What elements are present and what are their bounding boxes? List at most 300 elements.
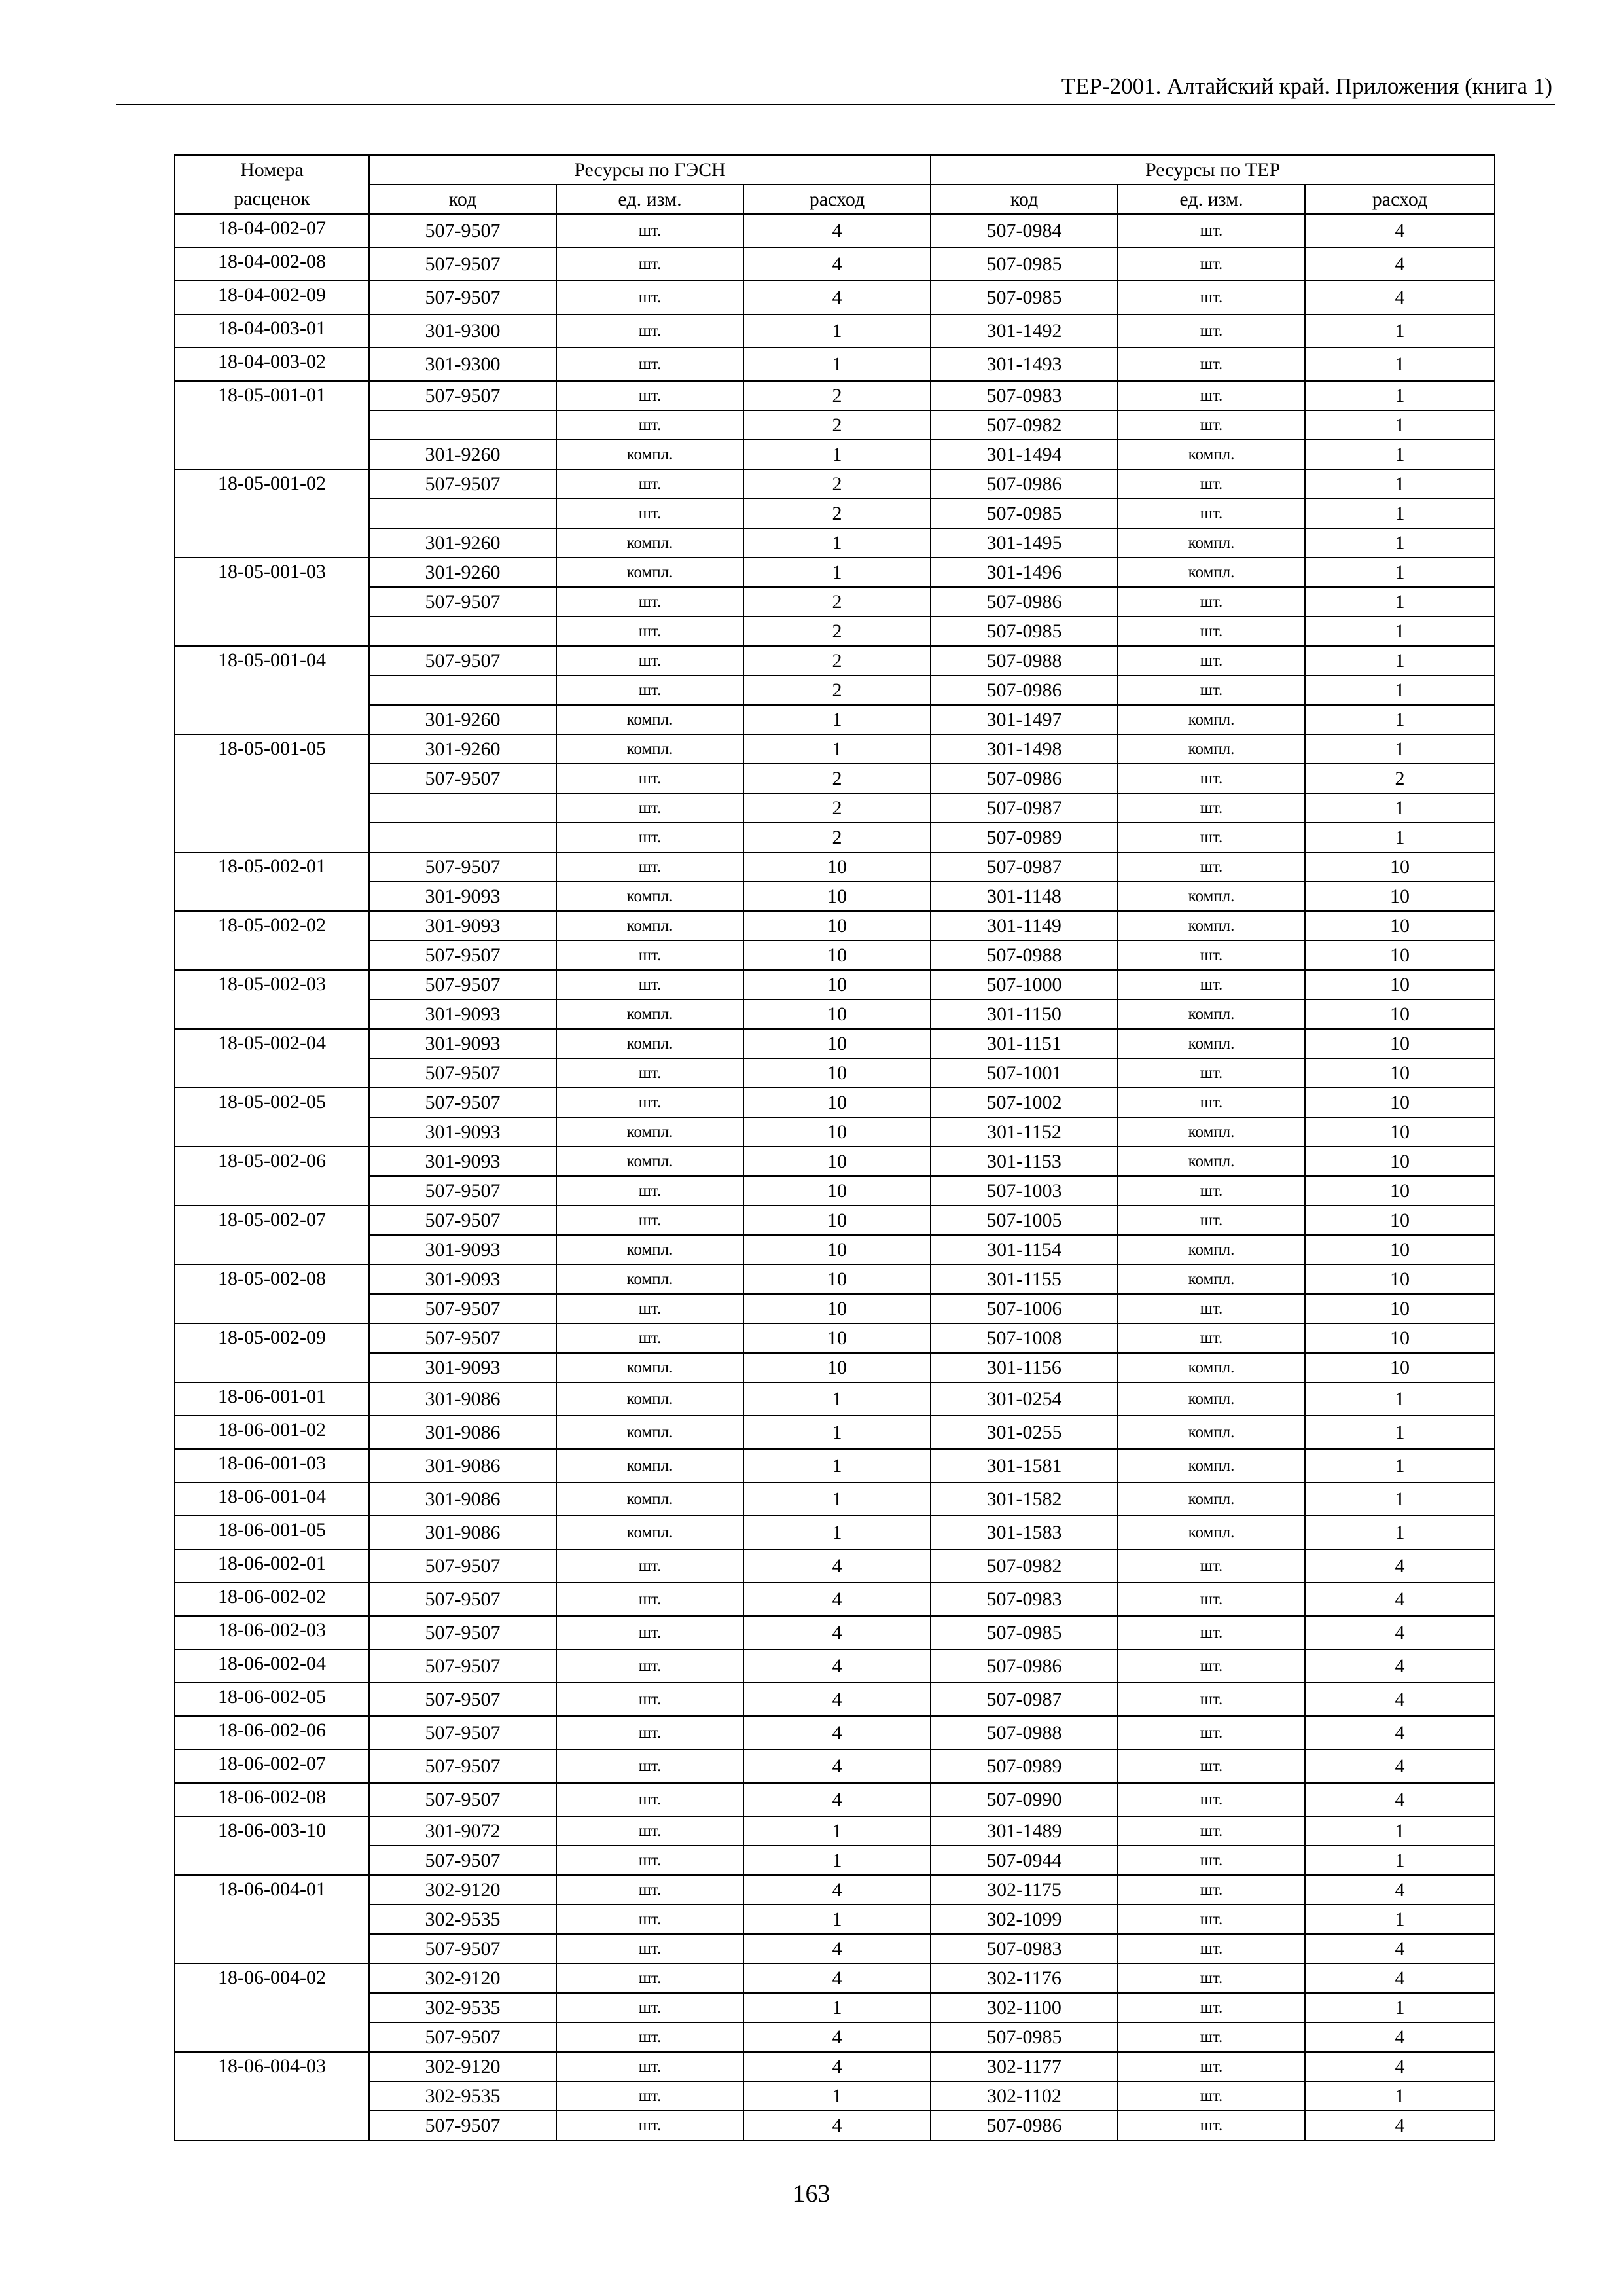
gesn-qty-cell: 4 [743,1583,931,1616]
header-rate-numbers-line2: расценок [175,185,369,214]
gesn-unit-cell: компл. [556,1265,743,1294]
gesn-qty-cell: 4 [743,2052,931,2081]
ter-unit-cell: шт. [1118,675,1305,705]
ter-code-cell: 301-1494 [931,440,1118,469]
table-row [175,823,1495,852]
ter-code-cell: 301-1581 [931,1449,1118,1482]
ter-code-cell: 301-1582 [931,1482,1118,1516]
gesn-code-cell: 507-9507 [369,587,556,617]
gesn-qty-cell: 2 [743,793,931,823]
table-row [175,1583,1495,1616]
table-row [175,247,1495,281]
gesn-unit-cell: компл. [556,1147,743,1176]
gesn-unit-cell: шт. [556,1783,743,1816]
ter-unit-cell: компл. [1118,1265,1305,1294]
rate-number-cell: 18-05-002-09 [175,1323,369,1382]
gesn-unit-cell: шт. [556,1905,743,1934]
ter-code-cell: 507-0986 [931,2111,1118,2140]
table-row [175,348,1495,381]
ter-unit-cell: компл. [1118,734,1305,764]
gesn-qty-cell: 10 [743,1206,931,1235]
table-row [175,440,1495,469]
table-row [175,1905,1495,1934]
table-row [175,2052,1495,2081]
table-row [175,1117,1495,1147]
rate-number-cell: 18-06-003-10 [175,1816,369,1875]
table-row [175,1482,1495,1516]
ter-unit-cell: шт. [1118,410,1305,440]
ter-qty-cell: 10 [1305,1323,1495,1353]
header-ter-unit: ед. изм. [1118,185,1305,214]
gesn-code-cell: 507-9507 [369,1549,556,1583]
rate-number-cell: 18-05-002-05 [175,1088,369,1147]
table-row [175,1816,1495,1846]
ter-qty-cell: 1 [1305,2081,1495,2111]
ter-qty-cell: 1 [1305,1382,1495,1416]
table-row [175,1846,1495,1875]
table-row [175,1088,1495,1117]
gesn-code-cell: 507-9507 [369,281,556,314]
ter-qty-cell: 1 [1305,617,1495,646]
ter-unit-cell: шт. [1118,852,1305,882]
rate-number-cell: 18-05-002-01 [175,852,369,911]
gesn-qty-cell: 10 [743,1353,931,1382]
table-row [175,911,1495,941]
ter-unit-cell: компл. [1118,999,1305,1029]
table-row [175,675,1495,705]
gesn-qty-cell: 10 [743,1058,931,1088]
gesn-unit-cell: шт. [556,1846,743,1875]
ter-qty-cell: 1 [1305,823,1495,852]
ter-code-cell: 302-1100 [931,1993,1118,2022]
gesn-code-cell: 301-9093 [369,1353,556,1382]
ter-unit-cell: компл. [1118,1382,1305,1416]
gesn-unit-cell: шт. [556,1649,743,1683]
gesn-qty-cell: 2 [743,823,931,852]
gesn-unit-cell: шт. [556,1716,743,1749]
rate-number-cell: 18-05-002-04 [175,1029,369,1088]
gesn-code-cell: 301-9260 [369,440,556,469]
rate-number-cell: 18-06-002-01 [175,1549,369,1583]
ter-code-cell: 507-0987 [931,852,1118,882]
ter-code-cell: 507-0986 [931,675,1118,705]
gesn-unit-cell: шт. [556,1934,743,1964]
gesn-unit-cell: шт. [556,214,743,247]
table-row [175,1176,1495,1206]
table-header-row-1 [175,155,1495,185]
gesn-unit-cell: шт. [556,941,743,970]
gesn-unit-cell: шт. [556,2111,743,2140]
ter-code-cell: 507-0982 [931,410,1118,440]
gesn-unit-cell: шт. [556,1549,743,1583]
ter-code-cell: 507-0984 [931,214,1118,247]
gesn-qty-cell: 4 [743,1716,931,1749]
table-header-row-2 [175,185,1495,214]
rate-number-cell: 18-06-002-06 [175,1716,369,1749]
gesn-qty-cell: 10 [743,852,931,882]
ter-code-cell: 507-0985 [931,281,1118,314]
rate-number-cell: 18-06-002-03 [175,1616,369,1649]
gesn-code-cell: 301-9300 [369,348,556,381]
ter-code-cell: 507-0983 [931,381,1118,410]
ter-code-cell: 302-1175 [931,1875,1118,1905]
ter-unit-cell: шт. [1118,1783,1305,1816]
gesn-unit-cell: шт. [556,1176,743,1206]
ter-code-cell: 507-0985 [931,499,1118,528]
header-ter-code: код [931,185,1118,214]
table-row [175,1058,1495,1088]
table-row [175,1716,1495,1749]
ter-code-cell: 301-1583 [931,1516,1118,1549]
gesn-qty-cell: 10 [743,882,931,911]
ter-unit-cell: шт. [1118,281,1305,314]
ter-unit-cell: шт. [1118,1583,1305,1616]
table-row [175,1683,1495,1716]
ter-qty-cell: 10 [1305,911,1495,941]
table-row [175,999,1495,1029]
ter-code-cell: 301-1152 [931,1117,1118,1147]
gesn-code-cell: 507-9507 [369,1058,556,1088]
table-row [175,469,1495,499]
ter-code-cell: 507-1001 [931,1058,1118,1088]
rate-number-cell: 18-05-001-02 [175,469,369,558]
ter-qty-cell: 4 [1305,2052,1495,2081]
gesn-qty-cell: 2 [743,617,931,646]
ter-code-cell: 301-1154 [931,1235,1118,1265]
gesn-code-cell: 507-9507 [369,970,556,999]
gesn-qty-cell: 1 [743,705,931,734]
gesn-code-cell: 301-9093 [369,1147,556,1176]
table-row [175,1323,1495,1353]
gesn-qty-cell: 1 [743,1416,931,1449]
ter-unit-cell: шт. [1118,1993,1305,2022]
ter-code-cell: 507-0983 [931,1583,1118,1616]
gesn-qty-cell: 10 [743,1176,931,1206]
ter-unit-cell: шт. [1118,1549,1305,1583]
ter-qty-cell: 1 [1305,314,1495,348]
table-row [175,1875,1495,1905]
gesn-code-cell: 507-9507 [369,1716,556,1749]
gesn-code-cell: 507-9507 [369,469,556,499]
ter-qty-cell: 10 [1305,852,1495,882]
table-row [175,558,1495,587]
gesn-qty-cell: 1 [743,1993,931,2022]
rate-number-cell: 18-05-002-07 [175,1206,369,1265]
ter-unit-cell: шт. [1118,1749,1305,1783]
ter-qty-cell: 1 [1305,587,1495,617]
ter-code-cell: 507-0989 [931,1749,1118,1783]
ter-code-cell: 301-1492 [931,314,1118,348]
ter-unit-cell: компл. [1118,1029,1305,1058]
gesn-qty-cell: 1 [743,528,931,558]
ter-code-cell: 507-0986 [931,1649,1118,1683]
ter-unit-cell: шт. [1118,314,1305,348]
ter-qty-cell: 4 [1305,281,1495,314]
gesn-code-cell: 301-9093 [369,1029,556,1058]
table-row [175,705,1495,734]
ter-unit-cell: шт. [1118,1875,1305,1905]
gesn-unit-cell: шт. [556,2081,743,2111]
gesn-unit-cell: шт. [556,970,743,999]
gesn-code-cell: 302-9120 [369,2052,556,2081]
ter-qty-cell: 1 [1305,1516,1495,1549]
rate-number-cell: 18-05-001-03 [175,558,369,646]
gesn-qty-cell: 10 [743,999,931,1029]
gesn-code-cell: 507-9507 [369,1583,556,1616]
ter-qty-cell: 1 [1305,1416,1495,1449]
ter-qty-cell: 4 [1305,1616,1495,1649]
ter-unit-cell: шт. [1118,247,1305,281]
ter-qty-cell: 1 [1305,381,1495,410]
ter-unit-cell: компл. [1118,528,1305,558]
ter-qty-cell: 1 [1305,1482,1495,1516]
ter-qty-cell: 1 [1305,1846,1495,1875]
ter-code-cell: 301-0254 [931,1382,1118,1416]
table-row [175,852,1495,882]
ter-code-cell: 507-0988 [931,941,1118,970]
gesn-qty-cell: 10 [743,1029,931,1058]
ter-qty-cell: 1 [1305,734,1495,764]
ter-qty-cell: 1 [1305,558,1495,587]
ter-unit-cell: шт. [1118,1905,1305,1934]
rate-number-cell: 18-05-002-08 [175,1265,369,1323]
ter-qty-cell: 10 [1305,999,1495,1029]
ter-unit-cell: шт. [1118,381,1305,410]
header-gesn-group: Ресурсы по ГЭСН [369,155,931,185]
gesn-unit-cell: компл. [556,1117,743,1147]
ter-unit-cell: компл. [1118,1516,1305,1549]
ter-code-cell: 507-0986 [931,764,1118,793]
gesn-qty-cell: 2 [743,381,931,410]
gesn-code-cell: 302-9535 [369,2081,556,2111]
ter-qty-cell: 1 [1305,1816,1495,1846]
ter-code-cell: 507-1008 [931,1323,1118,1353]
gesn-code-cell: 507-9507 [369,1176,556,1206]
gesn-unit-cell: шт. [556,852,743,882]
table-row [175,2111,1495,2140]
gesn-code-cell: 507-9507 [369,247,556,281]
gesn-code-cell: 507-9507 [369,764,556,793]
ter-unit-cell: шт. [1118,1176,1305,1206]
gesn-unit-cell: шт. [556,793,743,823]
ter-qty-cell: 4 [1305,1875,1495,1905]
table-row [175,646,1495,675]
rate-number-cell: 18-05-002-02 [175,911,369,970]
table-row [175,1416,1495,1449]
ter-qty-cell: 4 [1305,1649,1495,1683]
table-row [175,587,1495,617]
gesn-code-cell: 301-9093 [369,911,556,941]
gesn-qty-cell: 10 [743,941,931,970]
ter-code-cell: 507-1006 [931,1294,1118,1323]
rate-number-cell: 18-06-002-02 [175,1583,369,1616]
ter-code-cell: 507-0986 [931,469,1118,499]
gesn-unit-cell: компл. [556,1416,743,1449]
ter-code-cell: 507-0990 [931,1783,1118,1816]
gesn-code-cell: 507-9507 [369,1683,556,1716]
ter-qty-cell: 1 [1305,793,1495,823]
ter-unit-cell: компл. [1118,1416,1305,1449]
ter-unit-cell: компл. [1118,1449,1305,1482]
ter-qty-cell: 1 [1305,499,1495,528]
rate-number-cell: 18-05-001-01 [175,381,369,469]
gesn-code-cell: 507-9507 [369,1616,556,1649]
gesn-qty-cell: 10 [743,1235,931,1265]
gesn-code-cell [369,499,556,528]
ter-qty-cell: 10 [1305,970,1495,999]
gesn-code-cell [369,793,556,823]
gesn-unit-cell: шт. [556,1323,743,1353]
ter-code-cell: 301-1497 [931,705,1118,734]
gesn-unit-cell: шт. [556,1206,743,1235]
gesn-code-cell: 301-9260 [369,558,556,587]
ter-qty-cell: 10 [1305,1235,1495,1265]
ter-code-cell: 507-0989 [931,823,1118,852]
rate-number-cell: 18-04-002-09 [175,281,369,314]
ter-qty-cell: 10 [1305,1265,1495,1294]
gesn-qty-cell: 4 [743,1616,931,1649]
ter-qty-cell: 1 [1305,469,1495,499]
gesn-qty-cell: 1 [743,1482,931,1516]
running-header: ТЕР-2001. Алтайский край. Приложения (книга 1) [1061,73,1552,99]
ter-code-cell: 507-0988 [931,646,1118,675]
ter-qty-cell: 10 [1305,1058,1495,1088]
gesn-unit-cell: компл. [556,882,743,911]
gesn-qty-cell: 1 [743,2081,931,2111]
gesn-qty-cell: 4 [743,1749,931,1783]
table-row [175,1964,1495,1993]
gesn-unit-cell: шт. [556,469,743,499]
ter-qty-cell: 4 [1305,1964,1495,1993]
table-row [175,499,1495,528]
table-row [175,214,1495,247]
gesn-unit-cell: компл. [556,1382,743,1416]
ter-unit-cell: шт. [1118,469,1305,499]
ter-code-cell: 507-1005 [931,1206,1118,1235]
gesn-code-cell: 301-9072 [369,1816,556,1846]
gesn-qty-cell: 4 [743,1649,931,1683]
gesn-code-cell [369,617,556,646]
gesn-qty-cell: 10 [743,911,931,941]
ter-code-cell: 301-1493 [931,348,1118,381]
ter-unit-cell: шт. [1118,1323,1305,1353]
ter-code-cell: 301-1153 [931,1147,1118,1176]
ter-code-cell: 301-1495 [931,528,1118,558]
table-row [175,1993,1495,2022]
ter-qty-cell: 1 [1305,1449,1495,1482]
ter-qty-cell: 10 [1305,1176,1495,1206]
ter-unit-cell: шт. [1118,646,1305,675]
ter-qty-cell: 4 [1305,1716,1495,1749]
gesn-unit-cell: шт. [556,1294,743,1323]
ter-qty-cell: 4 [1305,1683,1495,1716]
ter-code-cell: 507-0985 [931,617,1118,646]
ter-unit-cell: шт. [1118,348,1305,381]
ter-unit-cell: шт. [1118,1616,1305,1649]
gesn-qty-cell: 4 [743,1964,931,1993]
gesn-qty-cell: 10 [743,1323,931,1353]
ter-qty-cell: 1 [1305,440,1495,469]
gesn-unit-cell: шт. [556,823,743,852]
gesn-unit-cell: компл. [556,558,743,587]
gesn-code-cell [369,823,556,852]
gesn-code-cell: 507-9507 [369,1749,556,1783]
rate-number-cell: 18-06-002-08 [175,1783,369,1816]
ter-unit-cell: компл. [1118,882,1305,911]
gesn-unit-cell: шт. [556,281,743,314]
ter-qty-cell: 4 [1305,1583,1495,1616]
gesn-qty-cell: 1 [743,1816,931,1846]
gesn-unit-cell: шт. [556,2022,743,2052]
gesn-unit-cell: шт. [556,2052,743,2081]
gesn-unit-cell: компл. [556,999,743,1029]
ter-qty-cell: 1 [1305,410,1495,440]
gesn-unit-cell: шт. [556,1749,743,1783]
gesn-qty-cell: 1 [743,1905,931,1934]
ter-qty-cell: 10 [1305,1029,1495,1058]
ter-code-cell: 507-0985 [931,2022,1118,2052]
gesn-code-cell: 301-9086 [369,1516,556,1549]
gesn-qty-cell: 2 [743,587,931,617]
table-row [175,1235,1495,1265]
ter-qty-cell: 4 [1305,1783,1495,1816]
gesn-qty-cell: 10 [743,1088,931,1117]
gesn-code-cell: 301-9093 [369,1265,556,1294]
gesn-code-cell: 507-9507 [369,1649,556,1683]
resources-table [174,154,1495,2141]
ter-unit-cell: шт. [1118,2111,1305,2140]
ter-unit-cell: шт. [1118,1206,1305,1235]
gesn-qty-cell: 1 [743,314,931,348]
gesn-unit-cell: компл. [556,911,743,941]
ter-unit-cell: шт. [1118,2022,1305,2052]
gesn-code-cell: 507-9507 [369,1323,556,1353]
ter-qty-cell: 10 [1305,1147,1495,1176]
gesn-qty-cell: 10 [743,970,931,999]
ter-qty-cell: 10 [1305,882,1495,911]
ter-qty-cell: 1 [1305,1905,1495,1934]
table-row [175,1934,1495,1964]
header-gesn-unit: ед. изм. [556,185,743,214]
ter-unit-cell: компл. [1118,705,1305,734]
gesn-code-cell: 302-9120 [369,1964,556,1993]
gesn-qty-cell: 2 [743,410,931,440]
table-row [175,1616,1495,1649]
gesn-code-cell: 301-9093 [369,1117,556,1147]
gesn-unit-cell: шт. [556,499,743,528]
ter-unit-cell: компл. [1118,558,1305,587]
gesn-code-cell: 302-9535 [369,1905,556,1934]
ter-unit-cell: компл. [1118,1482,1305,1516]
gesn-unit-cell: компл. [556,440,743,469]
gesn-code-cell: 507-9507 [369,214,556,247]
ter-unit-cell: шт. [1118,970,1305,999]
gesn-code-cell: 301-9260 [369,705,556,734]
gesn-qty-cell: 4 [743,247,931,281]
ter-unit-cell: компл. [1118,1353,1305,1382]
ter-unit-cell: шт. [1118,617,1305,646]
ter-code-cell: 507-0944 [931,1846,1118,1875]
gesn-qty-cell: 1 [743,440,931,469]
ter-qty-cell: 1 [1305,675,1495,705]
ter-qty-cell: 1 [1305,528,1495,558]
rate-number-cell: 18-04-002-07 [175,214,369,247]
table-row [175,941,1495,970]
rate-number-cell: 18-06-001-02 [175,1416,369,1449]
ter-unit-cell: шт. [1118,823,1305,852]
gesn-qty-cell: 4 [743,2111,931,2140]
ter-code-cell: 301-1148 [931,882,1118,911]
